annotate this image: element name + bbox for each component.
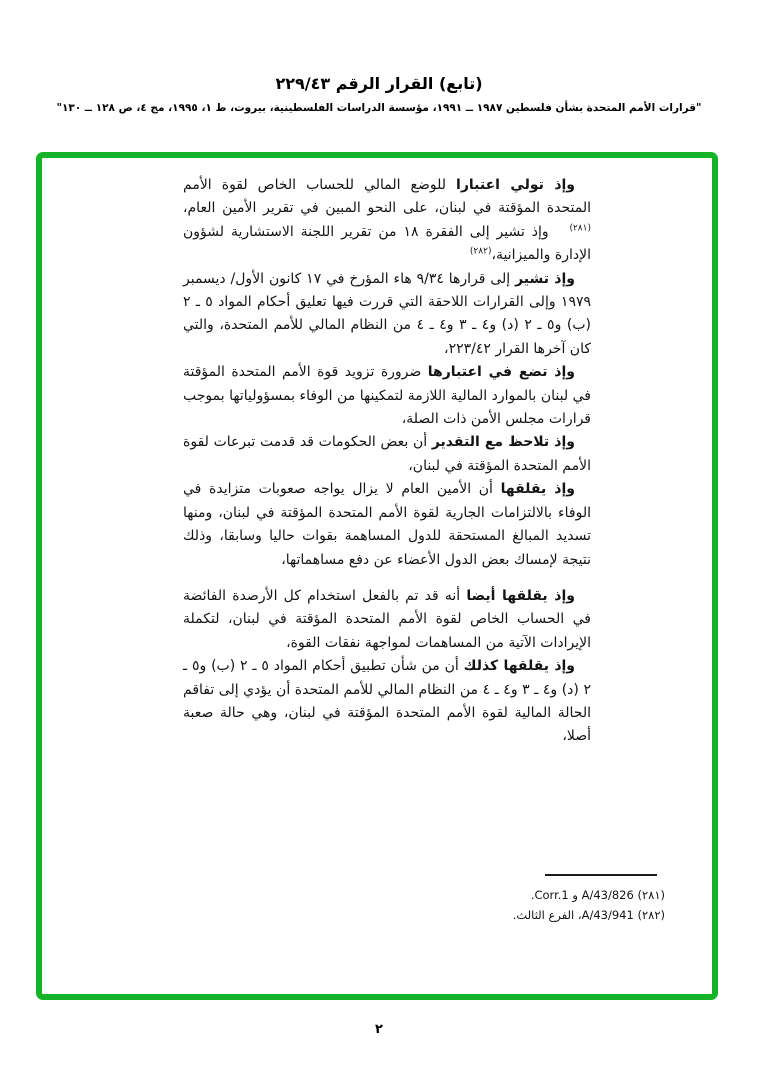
clause-lead: وإذ يقلقها أيضا (466, 587, 575, 604)
clause-text: إلى قرارها ٩/٣٤ هاء المؤرخ في ١٧ كانون الأول/ ديسمبر ١٩٧٩ وإلى القرارات اللاحقة التي قررت فيها تعليق أحكام المواد ٥ ـ ٢ (ب) و٥ ـ ٢ (د) و٤ ـ ٣ و٤ ـ ٤ من النظام المالي للأمم المتحدة، والتي كان آخرها القرار ٢٢٣/٤٢، (183, 270, 591, 357)
clause-lead: وإذ تولي اعتبارا (456, 177, 576, 193)
page-title: (تابع) القرار الرقم ٢٢٩/٤٣ (275, 74, 483, 93)
highlight-border (36, 152, 718, 1000)
clause-text: أنه قد تم بالفعل استخدام كل الأرصدة الفائضة في الحساب الخاص لقوة الأمم المتحدة المؤقتة في لبنان، لتكملة الإيرادات الآتية من المساهمات لمواجهة نفقات القوة، (183, 587, 591, 651)
clause-text: أن من شأن تطبيق أحكام المواد ٥ ـ ٢ (ب) و٥ ـ ٢ (د) و٤ ـ ٣ و٤ ـ ٤ من النظام المالي للأمم المتحدة أن يؤدي إلى تفاقم الحالة المالية لقوة الأمم المتحدة المؤقتة في لبنان، وهي حالة صعبة أصلا، (183, 658, 591, 745)
source-citation: "قرارات الأمم المتحدة بشأن فلسطين ١٩٨٧ ــ ١٩٩١، مؤسسة الدراسات الفلسطينية، بيروت، ط ١، ١٩٩٥، مج ٤، ص ١٢٨ ــ ١٣٠" (56, 102, 702, 114)
clause-text: ضرورة تزويد قوة الأمم المتحدة المؤقتة في لبنان بالموارد المالية اللازمة لتمكينها من الوفاء بمسؤولياتها بموجب قرارات مجلس الأمن ذات الصلة، (183, 364, 591, 428)
clause-lead: وإذ تلاحظ مع التقدير (431, 434, 575, 451)
clause-text: للوضع المالي للحساب الخاص لقوة الأمم المتحدة المؤقتة في لبنان، على النحو المبين في تقرير الأمين العام، (183, 177, 591, 217)
clause-lead: وإذ يقلقها كذلك (463, 658, 576, 675)
preamble-paragraph-3 (183, 361, 591, 431)
footnote-separator (545, 874, 657, 876)
clause-text: أن الأمين العام لا يزال يواجه صعوبات متزايدة في الوفاء بالالتزامات الجارية لقوة الأمم المتحدة المؤقتة في لبنان، ومنها تسديد المبالغ المستحقة للدول المساهمة بقوات حاليا وسابقا، وذلك نتيجة لإمساك بعض الدول الأعضاء عن دفع مساهماتها، (183, 481, 591, 568)
page-number: ٢ (375, 1022, 383, 1037)
footnote-282: (٢٨٢) A/43/941، الفرع الثالث. (512, 908, 665, 922)
preamble-paragraph-6 (183, 585, 591, 655)
footnote-ref-282: (٢٨٢) (469, 246, 492, 257)
clause-text: أن بعض الحكومات قد قدمت تبرعات لقوة الأمم المتحدة المؤقتة في لبنان، (183, 434, 591, 474)
preamble-paragraph-1 (183, 174, 591, 268)
clause-lead: وإذ تضع في اعتبارها (427, 364, 575, 381)
preamble-paragraph-2 (183, 268, 591, 362)
preamble-paragraph-4 (183, 431, 591, 478)
resolution-preamble (183, 174, 591, 749)
preamble-paragraph-7 (183, 655, 591, 749)
clause-lead: وإذ يقلقها (500, 481, 575, 498)
preamble-paragraph-5 (183, 478, 591, 572)
footnotes-block (335, 874, 665, 925)
clause-lead: وإذ تشير (515, 270, 575, 287)
footnote-ref-281: (٢٨١) (569, 223, 591, 234)
clause-text: وإذ تشير إلى الفقرة ١٨ من تقرير اللجنة الاستشارية لشؤون الإدارة والميزانية، (183, 223, 591, 264)
footnote-281: (٢٨١) A/43/826 و Corr.1. (530, 888, 665, 902)
